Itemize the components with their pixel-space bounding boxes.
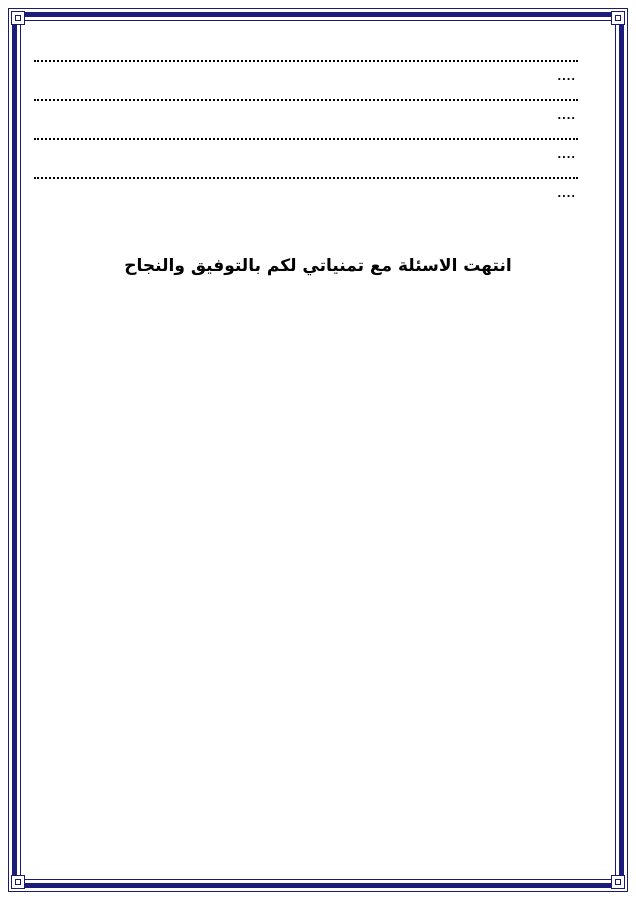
trailing-dots: .... <box>557 146 576 161</box>
closing-message: انتهت الاسئلة مع تمنياتي لكم بالتوفيق والنجاح <box>124 256 512 276</box>
dotted-line <box>34 60 578 62</box>
border-corner-ornament <box>611 875 625 889</box>
border-corner-ornament <box>11 875 25 889</box>
answer-line <box>34 132 576 171</box>
dotted-line <box>34 138 578 140</box>
border-corner-ornament <box>11 11 25 25</box>
trailing-dots: .... <box>557 107 576 122</box>
trailing-dots: .... <box>557 185 576 200</box>
answer-line <box>34 171 576 210</box>
border-corner-ornament <box>611 11 625 25</box>
answer-line <box>34 93 576 132</box>
trailing-dots: .... <box>557 68 576 83</box>
answer-lines <box>34 54 576 210</box>
answer-line <box>34 54 576 93</box>
dotted-line <box>34 99 578 101</box>
dotted-line <box>34 177 578 179</box>
